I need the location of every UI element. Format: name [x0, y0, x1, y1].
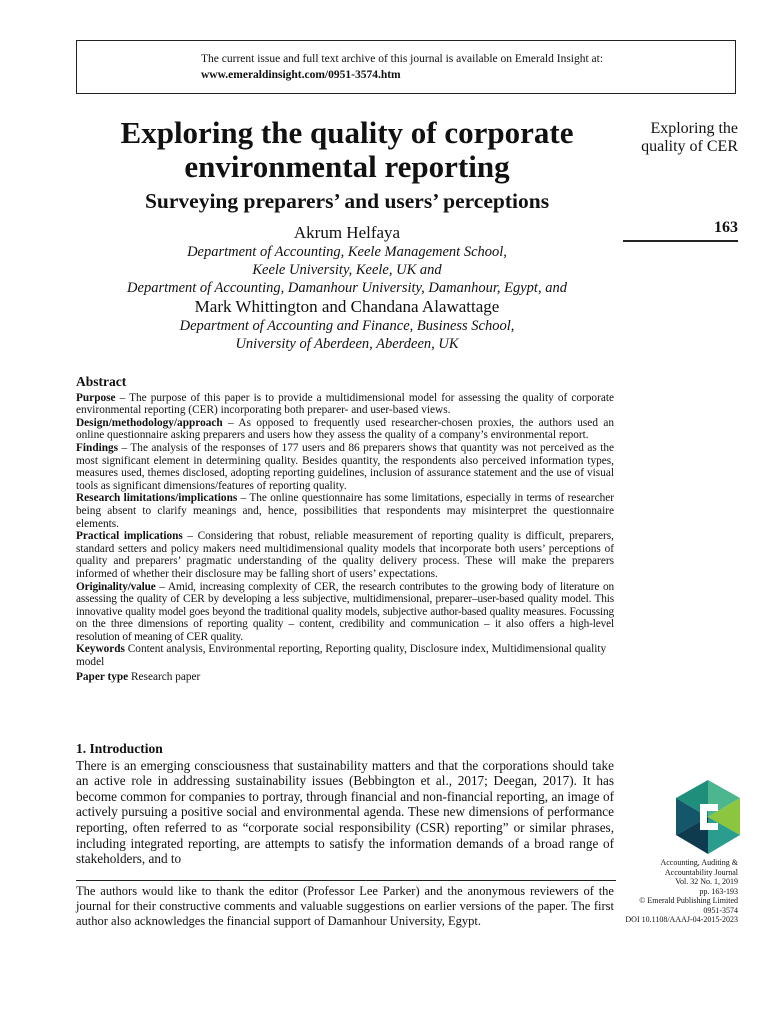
- abstract-heading: Abstract: [76, 374, 127, 389]
- abstract-keywords: [76, 643, 614, 668]
- abstract-text: – Amid, increasing complexity of CER, the research contributes to the growing body of literature on assessing the quality of CER by developing a less subjective, multidimensional, preparer–user-based quality model. This innovative quality model goes beyond the traditional quality models, subjective author-based quality measures. Focussing on the three dimensions of reporting quality – content, credibility and communication – it also offers a high-level resolution of meaning of CER quality.: [76, 580, 614, 643]
- footnote-rule: [76, 880, 616, 881]
- abstract-label: Paper type: [76, 670, 129, 683]
- abstract-design: [76, 417, 614, 442]
- article-title: [76, 116, 618, 184]
- abstract-text: – The online questionnaire has some limitations, especially in terms of researcher being absent to clarify meanings and, hence, possibilities that respondents may misinterpret the questionnaire elements.: [76, 492, 615, 530]
- abstract-text: Research paper: [128, 670, 201, 683]
- abstract-label: Keywords: [76, 643, 125, 656]
- emerald-hexagon-logo-icon: [676, 780, 740, 854]
- abstract-paper-type: [76, 671, 614, 684]
- archive-notice-text: The current issue and full text archive of this journal is available on Emerald Insight at:: [201, 53, 604, 65]
- journal-doi: DOI 10.1108/AAAJ-04-2015-2023: [625, 915, 738, 924]
- abstract-originality: [76, 581, 614, 644]
- article-title-line-1: Exploring the quality of corporate: [120, 115, 574, 150]
- abstract-purpose: [76, 392, 614, 417]
- abstract-label: Purpose: [76, 391, 116, 404]
- author-name-first: Akrum Helfaya: [293, 223, 401, 242]
- abstract-section: [76, 376, 614, 683]
- running-title-line-1: Exploring the: [650, 120, 738, 137]
- abstract-label: Findings: [76, 441, 119, 454]
- affiliation-line: Keele University, Keele, UK and: [252, 262, 442, 278]
- introduction-section: [76, 741, 614, 867]
- journal-name-line-1: Accounting, Auditing &: [660, 858, 738, 867]
- abstract-label: Practical implications: [76, 530, 183, 543]
- abstract-text: – The analysis of the responses of 177 users and 86 preparers shows that quantity was not perceived as the most significant element in determining quality. Besides quantity, the respondents also perceived information types, measures used, themes disclosed, adopting reporting guidelines, inclusion of assurance statement and the use of visual tools as significant dimensions/features of reporting quality.: [76, 441, 614, 492]
- article-subtitle: Surveying preparers’ and users’ perceptions: [144, 189, 550, 213]
- introduction-heading: 1. Introduction: [76, 741, 163, 756]
- journal-issn: 0951-3574: [703, 905, 738, 915]
- abstract-label: Research limitations/implications: [76, 492, 238, 505]
- running-title: [618, 120, 738, 156]
- journal-copyright: © Emerald Publishing Limited: [639, 896, 738, 905]
- affiliation-line: Department of Accounting and Finance, Business School,: [179, 318, 515, 334]
- abstract-practical: [76, 530, 614, 580]
- abstract-text: – Considering that robust, reliable measurement of reporting quality is difficult, preparers, standard setters and policy makers need multidimensional quality models that incorporate both users’ perceptions of quality and preparers’ pragmatic understanding of the quality delivery process. These will make the preparers informed of whether their disclosure may be falling short of users’ expectations.: [76, 530, 615, 580]
- author-names-second: Mark Whittington and Chandana Alawattage: [194, 297, 500, 316]
- affiliation-line: Department of Accounting, Damanhour University, Damanhour, Egypt, and: [127, 280, 567, 296]
- abstract-text: Content analysis, Environmental reporting, Reporting quality, Disclosure index, Multidimensional quality model: [76, 643, 607, 669]
- abstract-label: Design/methodology/approach: [76, 416, 223, 429]
- abstract-findings: [76, 442, 614, 492]
- margin-rule: [623, 240, 738, 242]
- affiliation-line: University of Aberdeen, Aberdeen, UK: [235, 336, 459, 352]
- abstract-text: – As opposed to frequently used researcher-chosen proxies, the authors used an online questionnaire asking preparers and users how they assess the quality of a company’s environmental report.: [76, 416, 614, 442]
- authors-block: [76, 223, 618, 353]
- affiliation-line: Department of Accounting, Keele Management School,: [187, 244, 507, 260]
- article-title-line-2: environmental reporting: [184, 149, 510, 184]
- journal-pages: pp. 163-193: [699, 886, 738, 896]
- abstract-text: – The purpose of this paper is to provide a multidimensional model for assessing the quality of corporate environmental reporting (CER) incorporating both preparer- and user-based views.: [76, 391, 614, 417]
- journal-url-link[interactable]: www.emeraldinsight.com/0951-3574.htm: [201, 69, 401, 81]
- introduction-paragraph: There is an emerging consciousness that sustainability matters and that the corporations should take an active role in addressing sustainability issues (Bebbington et al., 2017; Deegan, 2017). It has become common for companies to portray, through financial and non-financial reporting, an image of actively pursuing a positive social and environmental agenda. These new dimensions of performance reporting, often referred to as “corporate social responsibility (CSR) reporting” or similar phrases, including integrated reporting, are attempts to satisfy the information demands of a broad range of stakeholders, and to: [76, 757, 614, 867]
- journal-volume: Vol. 32 No. 1, 2019: [675, 877, 738, 886]
- journal-info: [620, 858, 738, 925]
- running-title-line-2: quality of CER: [641, 138, 738, 155]
- journal-name-line-2: Accountability Journal: [664, 867, 738, 877]
- archive-notice-box: [76, 40, 736, 94]
- acknowledgement-footnote: The authors would like to thank the editor (Professor Lee Parker) and the anonymous reviewers of the journal for their constructive comments and valuable suggestions on earlier versions of the paper. The first author also acknowledges the financial support of Damanhour University, Egypt.: [76, 884, 614, 928]
- abstract-label: Originality/value: [76, 580, 156, 593]
- page-number: 163: [714, 219, 738, 236]
- abstract-limitations: [76, 492, 614, 530]
